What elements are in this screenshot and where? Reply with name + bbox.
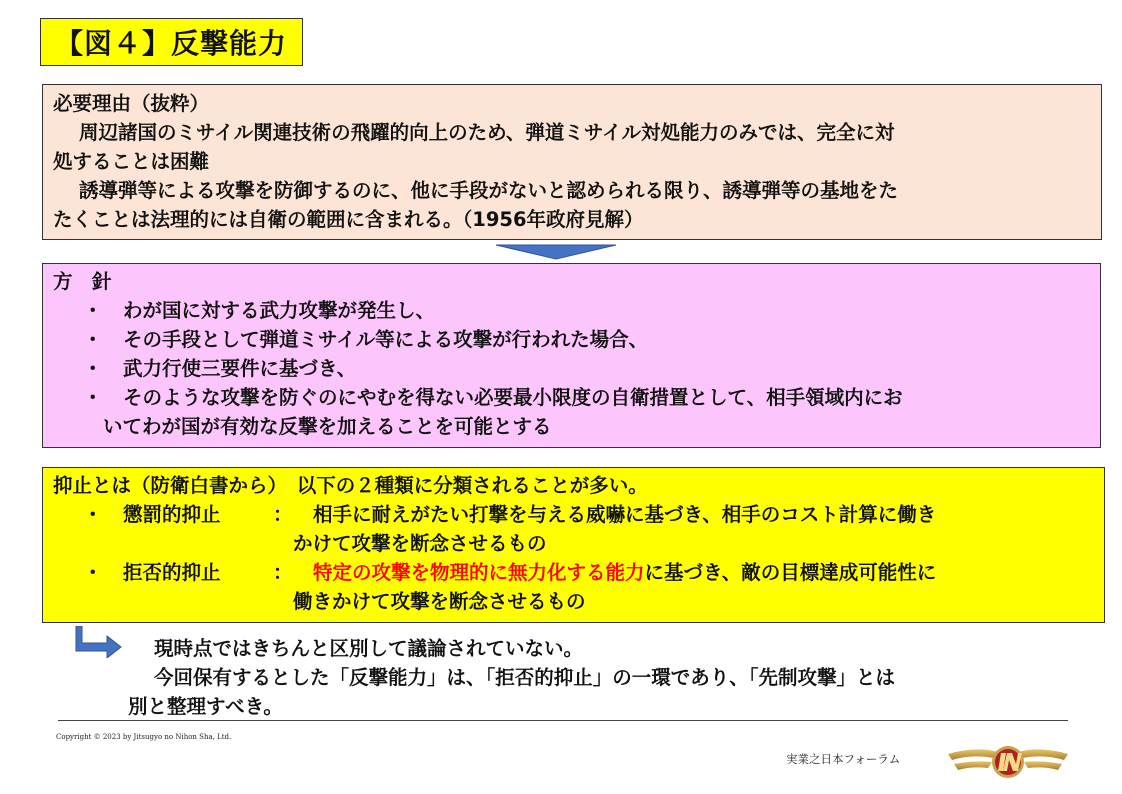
reason-p1-line2: 処することは困難 — [53, 150, 210, 173]
footer-divider — [58, 720, 1068, 721]
bullet: ・ — [83, 328, 103, 351]
bullet: ・ — [83, 386, 103, 409]
policy-heading: 方 針 — [53, 270, 112, 293]
note-line1: 現時点ではきちんと区別して議論されていない。 — [154, 637, 584, 660]
conclusion-note — [128, 634, 1098, 721]
bullet: ・ — [83, 561, 103, 584]
policy-item — [53, 296, 1090, 325]
note-line3: 別と整理すべき。 — [128, 695, 283, 718]
punitive-text: 相手に耐えがたい打撃を与える威嚇に基づき、相手のコスト計算に働き — [313, 503, 937, 526]
policy-box — [42, 263, 1101, 448]
jnf-logo-icon — [946, 742, 1070, 782]
denial-deterrence-row — [53, 558, 1094, 587]
denial-term: 拒否的抑止 — [123, 561, 221, 584]
policy-item — [53, 383, 1090, 412]
policy-item — [53, 354, 1090, 383]
policy-item-text: わが国に対する武力攻撃が発生し、 — [123, 299, 436, 322]
reason-box — [42, 84, 1102, 240]
reason-heading: 必要理由（抜粋） — [53, 92, 210, 115]
colon: ： — [273, 561, 293, 584]
denial-text-rest: に基づき、敵の目標達成可能性に — [644, 561, 937, 584]
policy-item-continuation: いてわが国が有効な反撃を加えることを可能とする — [103, 415, 552, 438]
policy-item-text: そのような攻撃を防ぐのにやむを得ない必要最小限度の自衛措置として、相手領域内にお — [123, 386, 903, 409]
denial-text — [313, 558, 936, 587]
deterrence-heading: 抑止とは（防衛白書から） 以下の２種類に分類されることが多い。 — [53, 474, 648, 497]
reason-p1-line1: 周辺諸国のミサイル関連技術の飛躍的向上のため、弾道ミサイル対処能力のみでは、完全に対 — [79, 121, 895, 144]
bullet: ・ — [83, 503, 103, 526]
policy-item-text: その手段として弾道ミサイル等による攻撃が行われた場合、 — [123, 328, 649, 351]
reason-p2-line2: たくことは法理的には自衛の範囲に含まれる。（1956年政府見解） — [53, 208, 644, 231]
reason-p2-line1: 誘導弾等による攻撃を防御するのに、他に手段がないと認められる限り、誘導弾等の基地をた — [79, 179, 899, 202]
bullet: ・ — [83, 299, 103, 322]
copyright: Copyright © 2023 by Jitsugyo no Nihon Sha, Ltd. — [56, 733, 232, 741]
policy-item-text: 武力行使三要件に基づき、 — [123, 357, 357, 380]
bullet: ・ — [83, 357, 103, 380]
punitive-continuation: かけて攻撃を断念させるもの — [293, 532, 547, 555]
denial-continuation: 働きかけて攻撃を断念させるもの — [293, 590, 586, 613]
deterrence-box — [42, 467, 1105, 623]
note-line2: 今回保有するとした「反撃能力」は、「拒否的抑止」の一環であり、「先制攻撃」とは — [154, 666, 896, 689]
punitive-term: 懲罰的抑止 — [123, 503, 221, 526]
colon: ： — [273, 503, 293, 526]
forum-name: 実業之日本フォーラム — [786, 752, 901, 766]
bent-arrow-icon — [73, 626, 123, 658]
denial-highlight: 特定の攻撃を物理的に無力化する能力 — [313, 561, 645, 584]
down-arrow-icon — [496, 241, 616, 261]
page-title: 【図４】反撃能力 — [40, 18, 303, 66]
policy-item — [53, 325, 1090, 354]
punitive-deterrence-row — [53, 500, 1094, 529]
